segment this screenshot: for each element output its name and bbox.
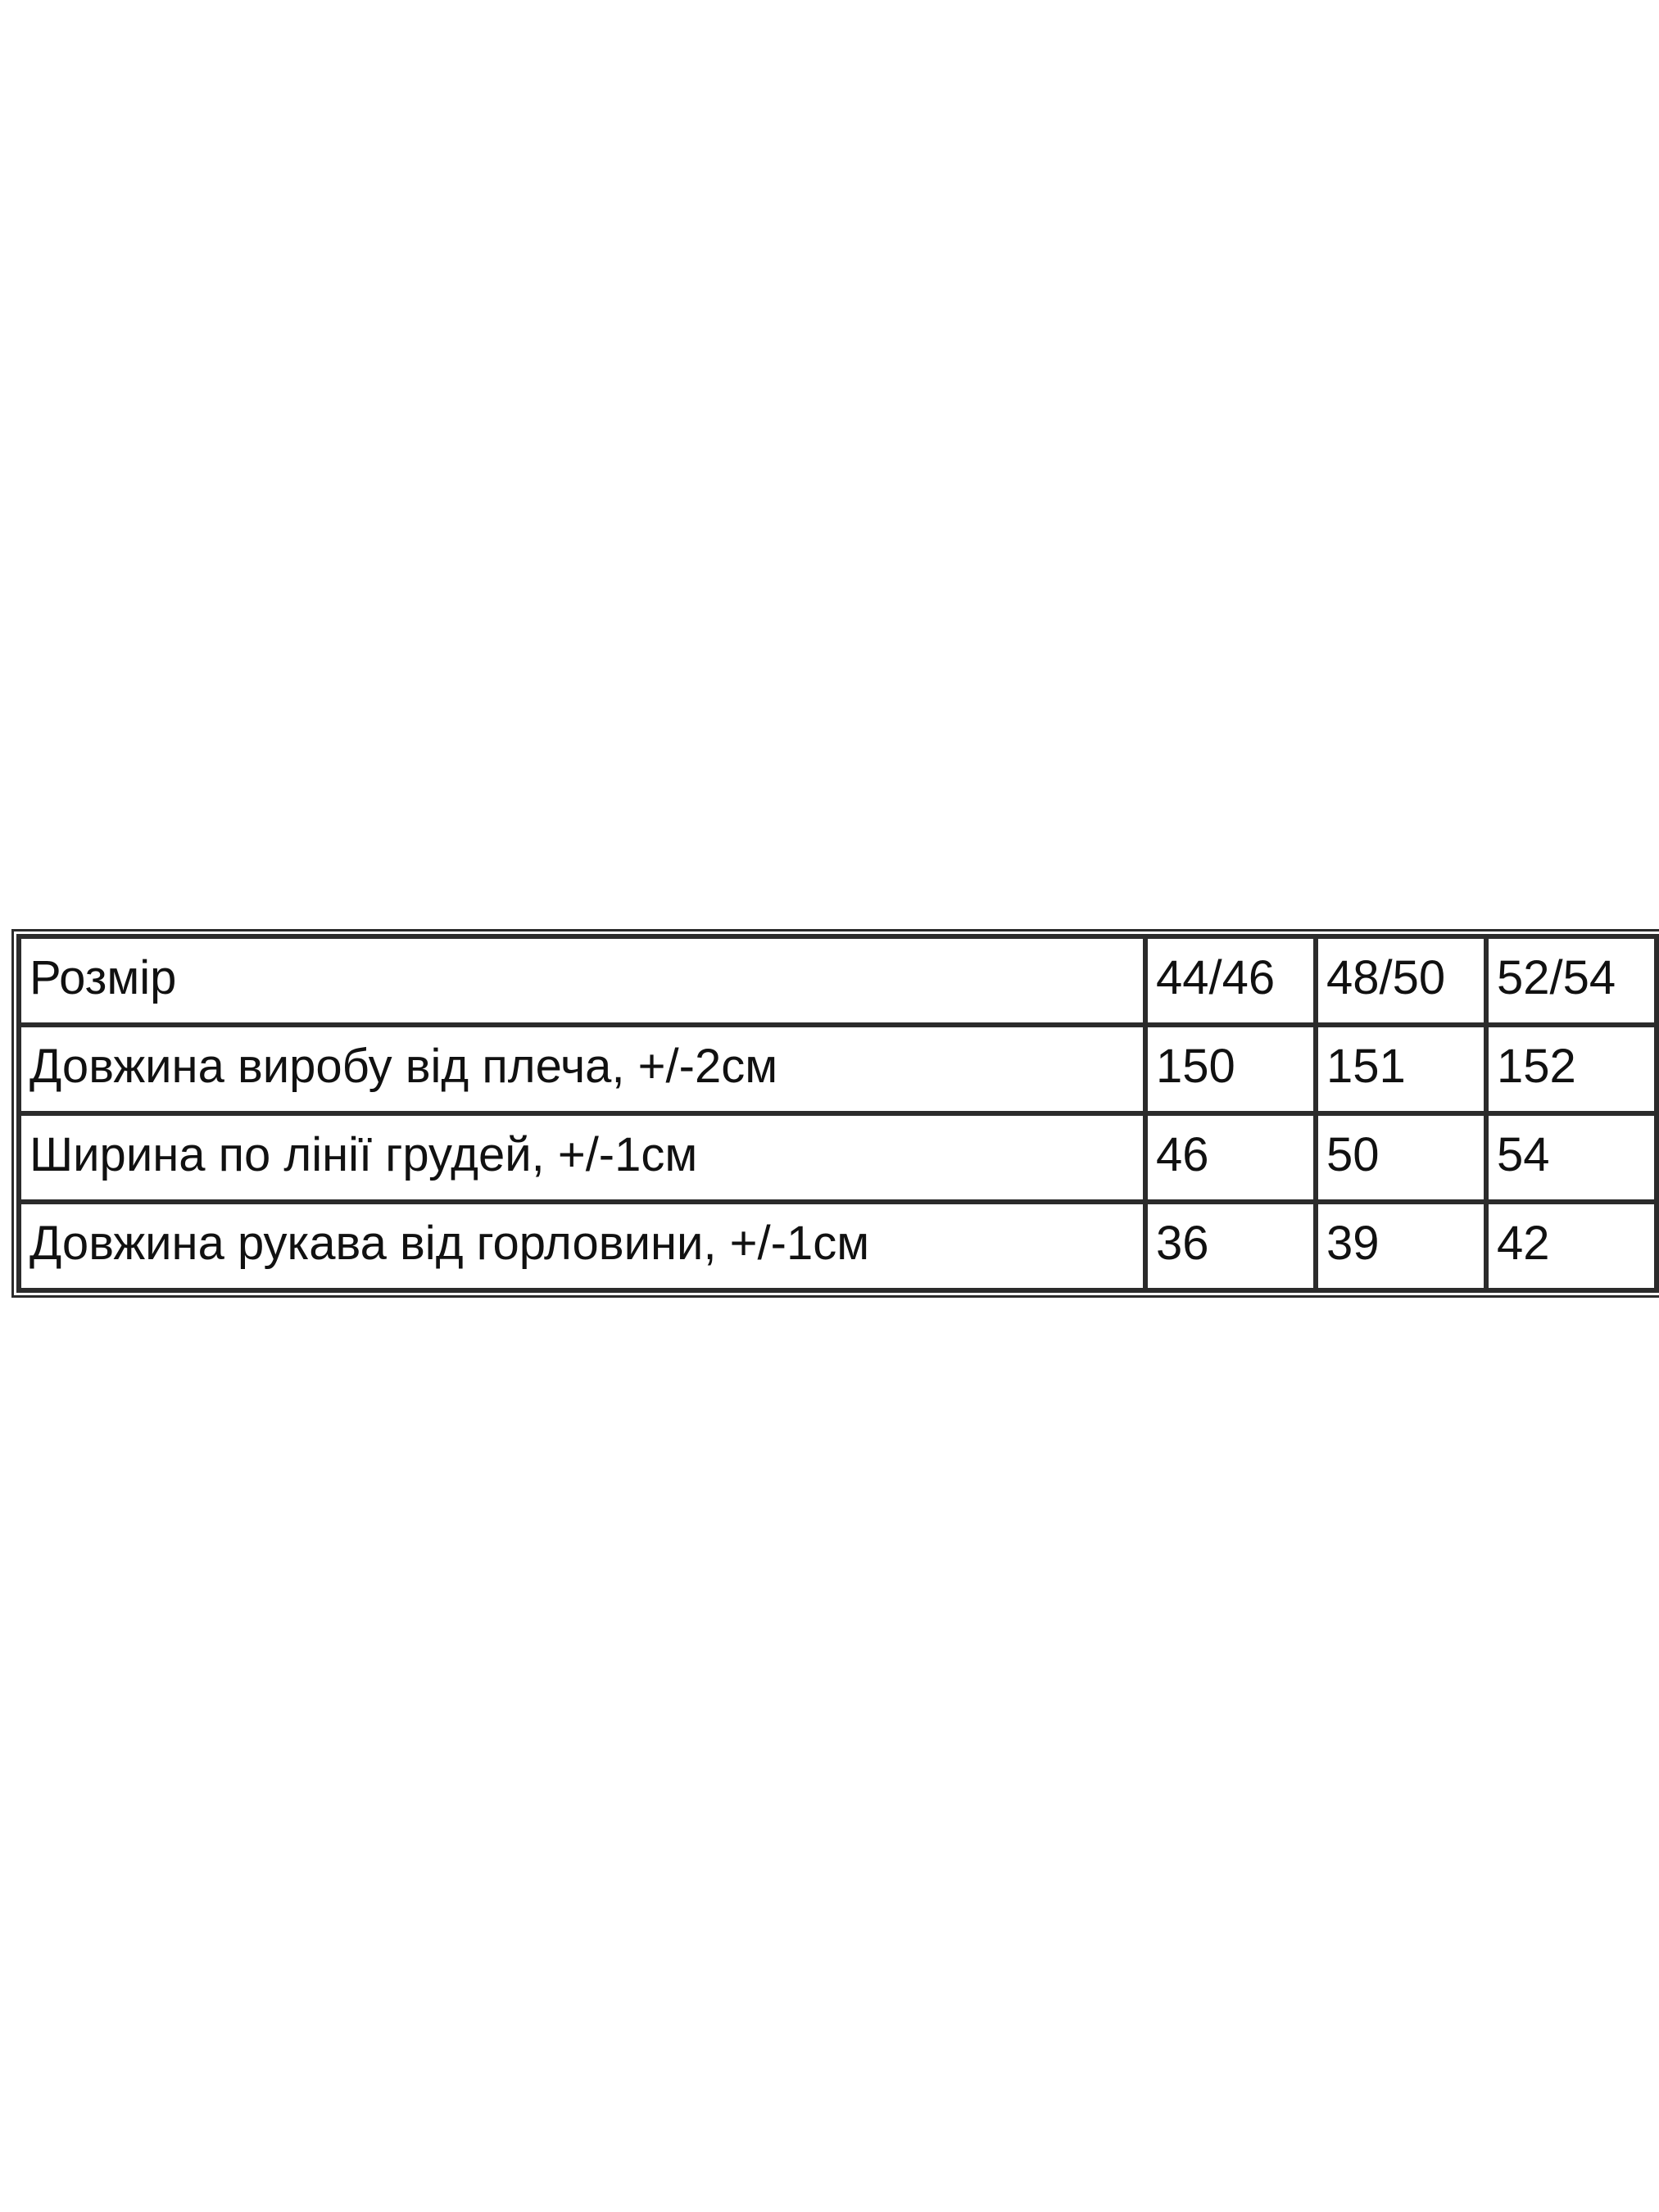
table-row (19, 1202, 1657, 1290)
table-row (19, 1025, 1657, 1113)
header-size-cell-3: 52/54 (1486, 936, 1657, 1025)
table-header-row (19, 936, 1657, 1025)
size-chart-table (16, 934, 1659, 1293)
table-row (19, 1113, 1657, 1202)
row-label-cell: Довжина рукава від горловини, +/-1см (19, 1202, 1145, 1290)
row-value-cell: 151 (1316, 1025, 1486, 1113)
row-value-cell: 42 (1486, 1202, 1657, 1290)
row-label-cell: Ширина по лінії грудей, +/-1см (19, 1113, 1145, 1202)
row-value-cell: 150 (1145, 1025, 1316, 1113)
row-value-cell: 54 (1486, 1113, 1657, 1202)
row-label-cell: Довжина виробу від плеча, +/-2см (19, 1025, 1145, 1113)
size-chart-container (16, 934, 1655, 1293)
header-size-cell-2: 48/50 (1316, 936, 1486, 1025)
row-value-cell: 50 (1316, 1113, 1486, 1202)
row-value-cell: 36 (1145, 1202, 1316, 1290)
header-label-cell: Розмір (19, 936, 1145, 1025)
row-value-cell: 39 (1316, 1202, 1486, 1290)
header-size-cell-1: 44/46 (1145, 936, 1316, 1025)
row-value-cell: 152 (1486, 1025, 1657, 1113)
row-value-cell: 46 (1145, 1113, 1316, 1202)
